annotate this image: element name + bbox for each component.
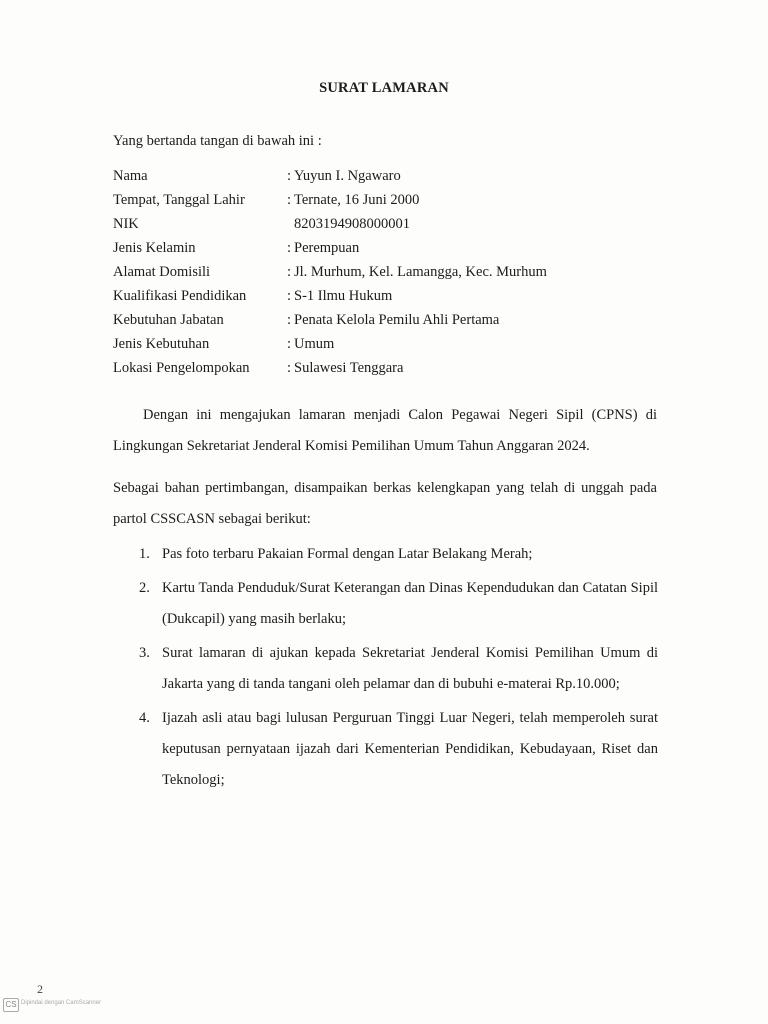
list-text: Ijazah asli atau bagi lulusan Perguruan Tinggi Luar Negeri, telah memperoleh surat keputusan pernyataan ijazah dari Kementerian Pendidikan, Kebudayaan, Riset dan Teknologi; [162, 710, 658, 788]
field-colon: : [287, 264, 292, 280]
field-value: : Jl. Murhum, Kel. Lamangga, Kec. Murhum [287, 264, 547, 280]
list-number: 2. [139, 580, 150, 596]
field-label: Nama [113, 168, 148, 184]
field-value: : Perempuan [287, 240, 360, 256]
application-paragraph: Dengan ini mengajukan lamaran menjadi Calon Pegawai Negeri Sipil (CPNS) di Lingkungan Sekretariat Jenderal Komisi Pemilihan Umum Tahun Anggaran 2024. [113, 407, 657, 454]
list-item [113, 638, 658, 700]
field-label: Kualifikasi Pendidikan [113, 288, 247, 304]
attachments-list [113, 539, 658, 799]
field-colon: : [287, 312, 292, 328]
list-text: Kartu Tanda Penduduk/Surat Keterangan dan Dinas Kependudukan dan Catatan Sipil (Dukcapil) yang masih berlaku; [162, 580, 658, 627]
field-value: : Ternate, 16 Juni 2000 [287, 192, 420, 208]
field-label: Kebutuhan Jabatan [113, 312, 224, 328]
list-text: Surat lamaran di ajukan kepada Sekretariat Jenderal Komisi Pemilihan Umum di Jakarta yang di tanda tangani oleh pelamar dan di bubuhi e-materai Rp.10.000; [162, 645, 658, 692]
scanner-watermark: Dipindai dengan CamScanner [21, 1000, 102, 1006]
field-label: Alamat Domisili [113, 264, 211, 280]
intro-text: Yang bertanda tangan di bawah ini : [113, 133, 322, 149]
list-text: Pas foto terbaru Pakaian Formal dengan Latar Belakang Merah; [162, 546, 533, 562]
field-colon: : [287, 192, 292, 208]
list-item [113, 703, 658, 796]
field-value: : Penata Kelola Pemilu Ahli Pertama [287, 312, 500, 328]
field-value: 8203194908000001 [294, 216, 410, 232]
field-colon: : [287, 240, 292, 256]
page-mark: 2 [37, 982, 43, 996]
list-number: 3. [139, 645, 150, 661]
field-label: Jenis Kebutuhan [113, 336, 210, 352]
field-label: Tempat, Tanggal Lahir [113, 192, 245, 208]
camscanner-logo-icon: CS [3, 998, 19, 1012]
list-number: 4. [139, 710, 150, 726]
field-label: NIK [113, 216, 139, 232]
attachments-paragraph: Sebagai bahan pertimbangan, disampaikan berkas kelengkapan yang telah di unggah pada partol CSSCASN sebagai berikut: [113, 480, 657, 527]
list-item [113, 573, 658, 635]
field-value: : Yuyun I. Ngawaro [287, 168, 401, 184]
field-colon: : [287, 336, 292, 352]
field-colon: : [287, 360, 292, 376]
field-value: : Umum [287, 336, 335, 352]
field-label: Lokasi Pengelompokan [113, 360, 250, 376]
list-item [113, 539, 658, 570]
field-colon: : [287, 168, 292, 184]
field-value: : Sulawesi Tenggara [287, 360, 404, 376]
field-colon: : [287, 288, 292, 304]
list-number: 1. [139, 546, 150, 562]
document-title: SURAT LAMARAN [319, 80, 449, 96]
field-value: : S-1 Ilmu Hukum [287, 288, 393, 304]
field-label: Jenis Kelamin [113, 240, 196, 256]
